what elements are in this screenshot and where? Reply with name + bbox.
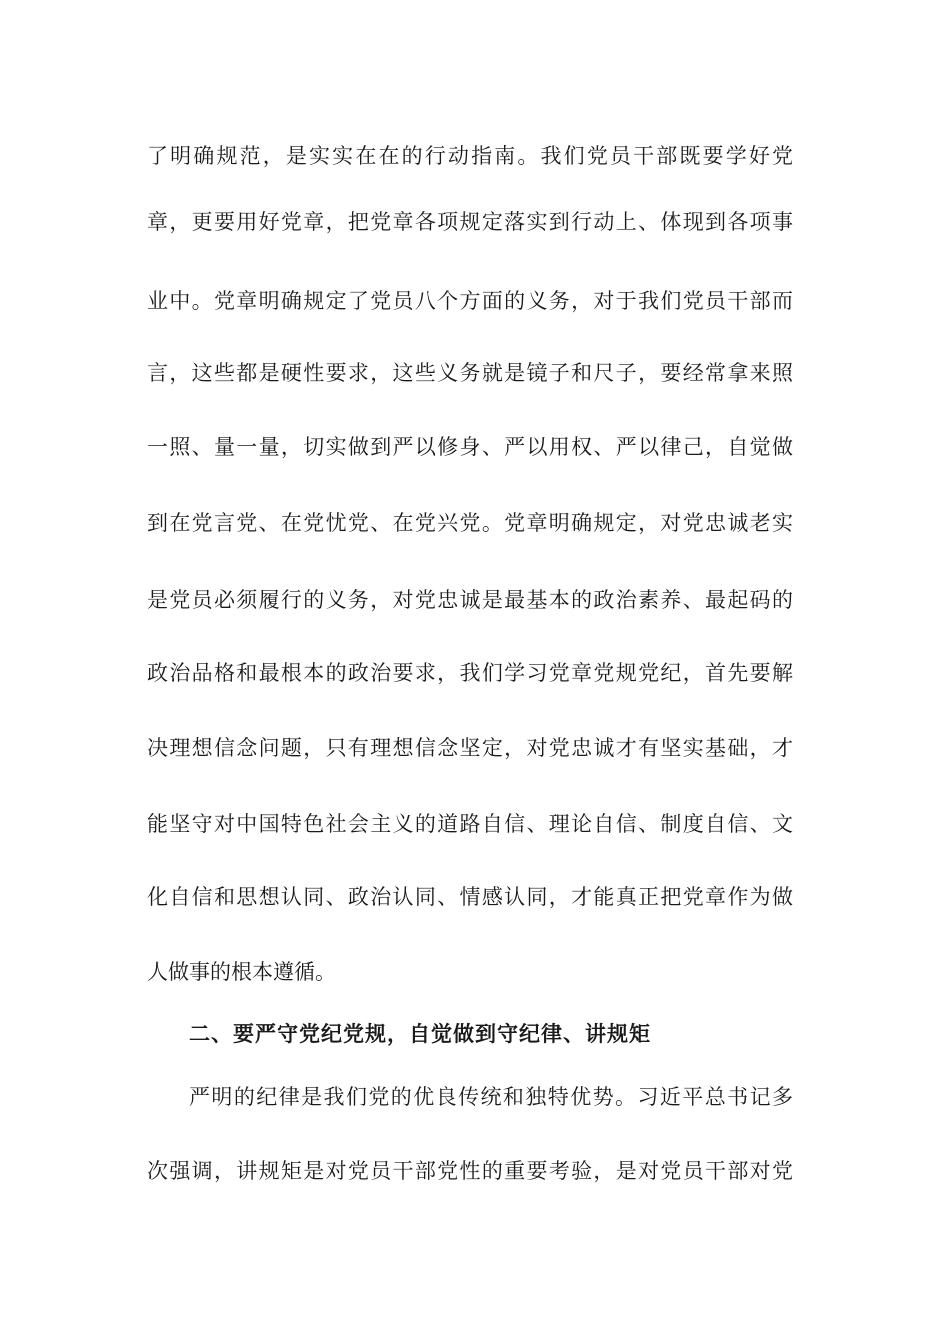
paragraph-line: 了明确规范，是实实在在的行动指南。我们党员干部既要学好党 [147, 144, 793, 168]
paragraph-line: 次强调，讲规矩是对党员干部党性的重要考验，是对党员干部对党 [147, 1159, 793, 1183]
paragraph-line: 一照、量一量，切实做到严以修身、严以用权、严以律己，自觉做 [147, 435, 793, 459]
paragraph-line: 章，更要用好党章，把党章各项规定落实到行动上、体现到各项事 [147, 210, 793, 234]
paragraph-line: 到在党言党、在党忧党、在党兴党。党章明确规定，对党忠诚老实 [147, 511, 793, 535]
paragraph-line-indented: 严明的纪律是我们党的优良传统和独特优势。习近平总书记多 [189, 1085, 793, 1109]
section-heading: 二、要严守党纪党规，自觉做到守纪律、讲规矩 [189, 1022, 651, 1046]
paragraph-line-last: 人做事的根本遵循。 [147, 960, 336, 984]
paragraph-line: 业中。党章明确规定了党员八个方面的义务，对于我们党员干部而 [147, 289, 793, 313]
paragraph-line: 是党员必须履行的义务，对党忠诚是最基本的政治素养、最起码的 [147, 588, 793, 612]
paragraph-line: 化自信和思想认同、政治认同、情感认同，才能真正把党章作为做 [147, 885, 793, 909]
paragraph-line: 能坚守对中国特色社会主义的道路自信、理论自信、制度自信、文 [147, 812, 793, 836]
paragraph-line: 政治品格和最根本的政治要求，我们学习党章党规党纪，首先要解 [147, 661, 793, 685]
paragraph-line: 决理想信念问题，只有理想信念坚定，对党忠诚才有坚实基础，才 [147, 736, 793, 760]
paragraph-line: 言，这些都是硬性要求，这些义务就是镜子和尺子，要经常拿来照 [147, 361, 793, 385]
